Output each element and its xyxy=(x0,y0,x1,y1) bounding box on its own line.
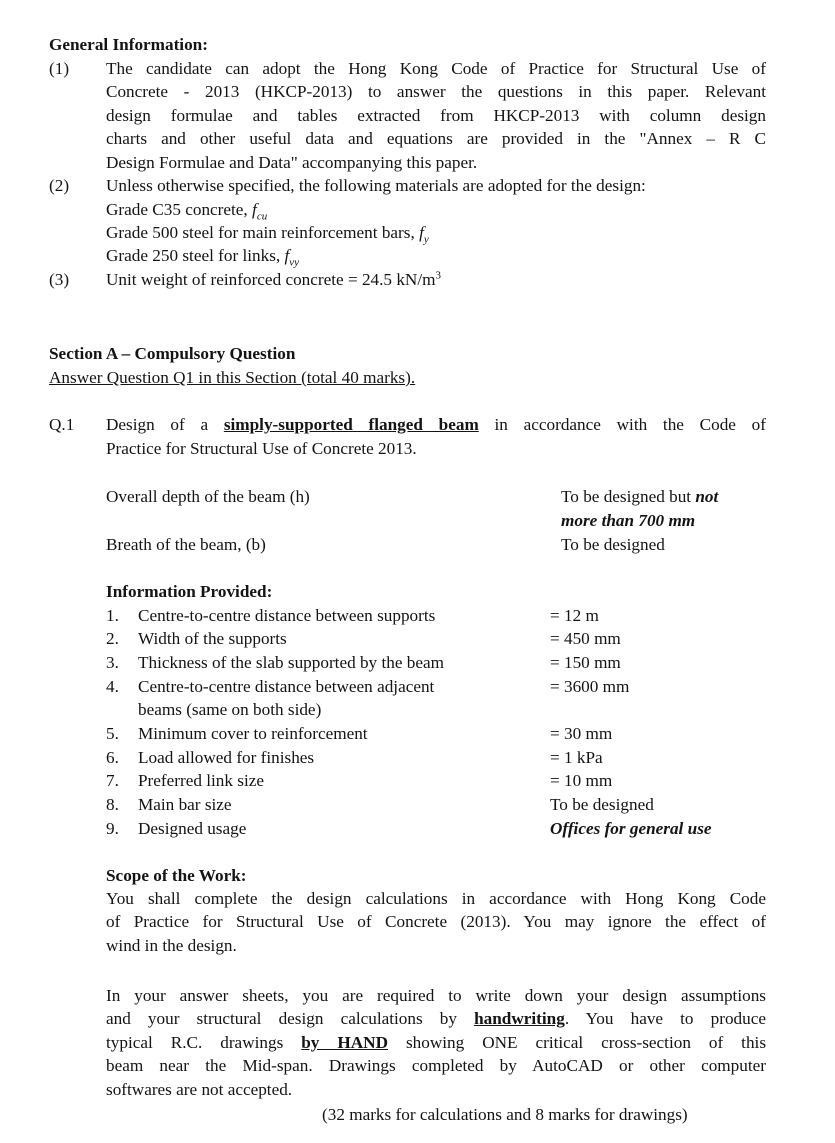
info-label-continued: beams (same on both side) xyxy=(138,700,322,719)
question-line-1: Design of a simply-supported flanged beam in accordance with the Code of xyxy=(106,415,766,434)
section-a-title: Section A – Compulsory Question xyxy=(49,344,296,363)
answer-instructions xyxy=(106,984,766,1101)
material-concrete xyxy=(106,198,267,221)
info-value: = 3600 mm xyxy=(550,677,630,696)
fcu-symbol: $f_{cu}$ xyxy=(252,200,268,223)
info-label: Designed usage xyxy=(138,819,247,838)
fy-symbol: $f_y$ xyxy=(419,223,429,246)
info-number: 7. xyxy=(106,771,119,790)
info-label: Preferred link size xyxy=(138,771,264,790)
answer-line: typical R.C. drawings by HAND showing ONE critical cross-section of this xyxy=(106,1032,767,1052)
flanged-beam-emphasis: simply-supported flanged beam xyxy=(223,415,479,434)
depth-value: To be designed but not xyxy=(561,487,719,506)
item-1-line: Design Formulae and Data" accompanying this paper. xyxy=(106,152,478,172)
section-a-subtitle: Answer Question Q1 in this Section (total 40 marks). xyxy=(49,368,416,387)
info-label: Centre-to-centre distance between supports xyxy=(138,606,436,625)
scope-text xyxy=(106,887,766,957)
info-number: 5. xyxy=(106,724,119,743)
info-label: Width of the supports xyxy=(138,629,287,648)
info-value: = 1 kPa xyxy=(550,748,603,767)
question-number: Q.1 xyxy=(49,415,75,434)
item-1-line: The candidate can adopt the Hong Kong Code of Practice for Structural Use of xyxy=(106,59,766,78)
scope-line: of Practice for Structural Use of Concrete (2013). You may ignore the effect of xyxy=(106,912,766,932)
item-2-number: (2) xyxy=(49,176,70,195)
info-value: = 30 mm xyxy=(550,724,613,743)
info-label: Thickness of the slab supported by the beam xyxy=(138,653,444,672)
info-label: Centre-to-centre distance between adjacent xyxy=(138,677,435,696)
material-link-steel xyxy=(106,244,299,267)
item-3-number: (3) xyxy=(49,270,70,289)
information-heading: Information Provided: xyxy=(106,582,273,601)
item-2-intro: Unless otherwise specified, the following materials are adopted for the design: xyxy=(106,176,646,195)
material-main-steel-label: Grade 500 steel for main reinforcement bars, xyxy=(106,223,415,242)
answer-line: softwares are not accepted. xyxy=(106,1079,293,1099)
scope-line: wind in the design. xyxy=(106,935,237,955)
breadth-value: To be designed xyxy=(561,535,665,554)
info-value: = 150 mm xyxy=(550,653,621,672)
handwriting-emphasis: handwriting xyxy=(474,1009,565,1029)
by-hand-emphasis: by HAND xyxy=(301,1032,388,1052)
item-1-line: charts and other useful data and equations are provided in the "Annex – R C xyxy=(106,129,766,149)
info-value: = 10 mm xyxy=(550,771,613,790)
info-number: 4. xyxy=(106,677,119,696)
info-value: Offices for general use xyxy=(550,819,712,838)
info-label: Minimum cover to reinforcement xyxy=(138,724,368,743)
item-1-line: design formulae and tables extracted from HKCP-2013 with column design xyxy=(106,105,766,125)
answer-line: and your structural design calculations by handwriting. You have to produce xyxy=(106,1009,766,1029)
depth-limit: more than 700 mm xyxy=(561,511,696,530)
item-3-text: Unit weight of reinforced concrete = 24.5 $kN/m^3$ xyxy=(106,269,441,289)
item-1-line: Concrete - 2013 (HKCP-2013) to answer the questions in this paper. Relevant xyxy=(106,82,766,102)
info-label: Load allowed for finishes xyxy=(138,748,315,767)
info-label: Main bar size xyxy=(138,795,232,814)
material-main-steel xyxy=(106,221,429,244)
marks-allocation: (32 marks for calculations and 8 marks for drawings) xyxy=(322,1105,688,1124)
info-value: = 12 m xyxy=(550,606,599,625)
info-number: 3. xyxy=(106,653,119,672)
answer-line: In your answer sheets, you are required to write down your design assumptions xyxy=(106,986,766,1005)
answer-line: beam near the Mid-span. Drawings completed by AutoCAD or other computer xyxy=(106,1056,766,1076)
scope-heading: Scope of the Work: xyxy=(106,866,247,885)
question-line-2: Practice for Structural Use of Concrete 2013. xyxy=(106,439,417,458)
info-number: 8. xyxy=(106,795,119,814)
material-concrete-label: Grade C35 concrete, xyxy=(106,200,248,219)
info-value: To be designed xyxy=(550,795,654,814)
item-1-number: (1) xyxy=(49,59,70,78)
scope-line: You shall complete the design calculations in accordance with Hong Kong Code xyxy=(106,889,766,908)
info-number: 9. xyxy=(106,819,119,838)
depth-label: Overall depth of the beam (h) xyxy=(106,487,310,506)
info-value: = 450 mm xyxy=(550,629,621,648)
info-number: 2. xyxy=(106,629,119,648)
info-number: 1. xyxy=(106,606,119,625)
breadth-label: Breath of the beam, (b) xyxy=(106,535,266,554)
info-number: 6. xyxy=(106,748,119,767)
material-link-steel-label: Grade 250 steel for links, xyxy=(106,246,281,265)
general-information-heading: General Information: xyxy=(49,35,208,54)
fvy-symbol: $f_{vy}$ xyxy=(284,246,300,269)
item-1-text xyxy=(106,57,766,174)
